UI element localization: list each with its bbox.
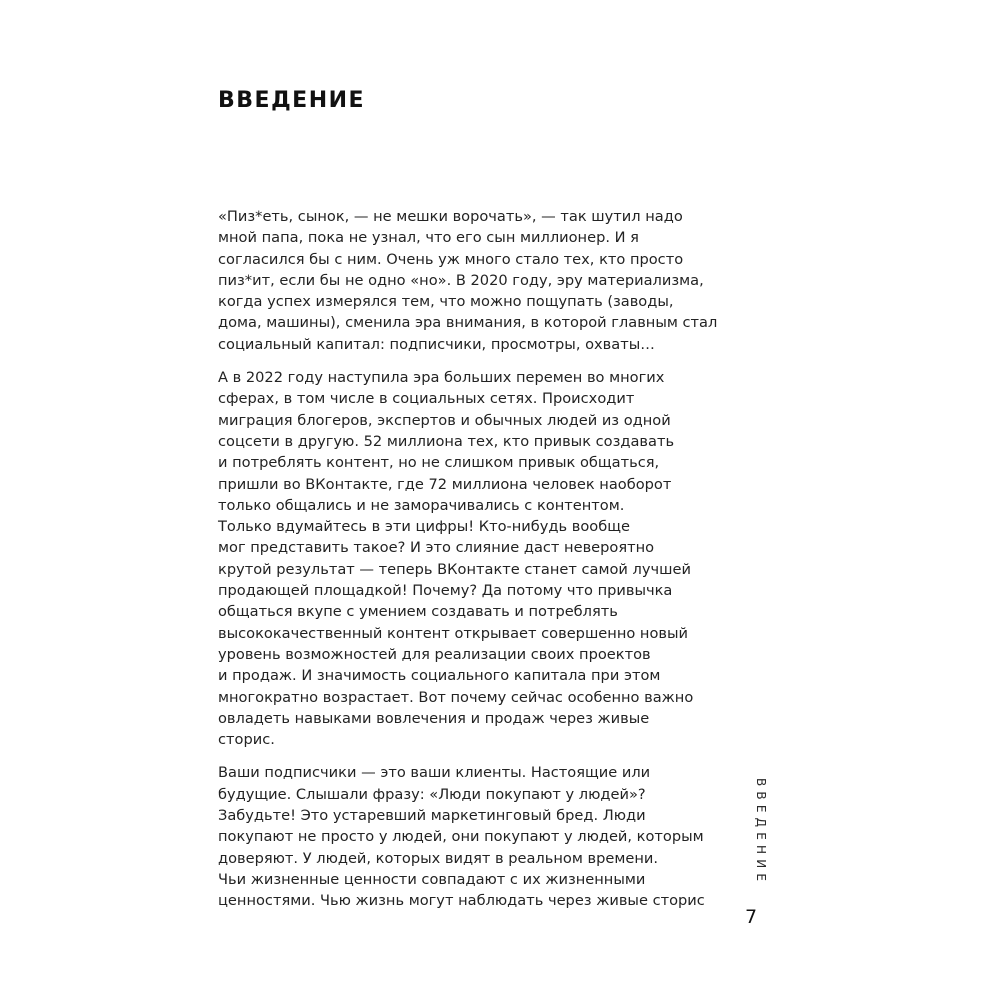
text-line: пришли во ВКонтакте, где 72 миллиона человек наоборот	[218, 475, 672, 493]
text-line: и потреблять контент, но не слишком привык общаться,	[218, 454, 660, 472]
text-line: мной папа, пока не узнал, что его сын миллионер. И я	[218, 229, 639, 247]
text-line: пиз*ит, если бы не одно «но». В 2020 году, эру материализма,	[218, 271, 704, 289]
text-line: мог представить такое? И это слияние даст невероятно	[218, 539, 655, 557]
text-line: миграция блогеров, экспертов и обычных людей из одной	[218, 411, 671, 429]
text-line: когда успех измерялся тем, что можно пощупать (заводы,	[218, 293, 674, 311]
page-number: 7	[745, 906, 758, 928]
text-line: Только вдумайтесь в эти цифры! Кто-нибудь вообще	[218, 518, 630, 536]
text-line: и продаж. И значимость социального капитала при этом	[218, 667, 661, 685]
text-line: соцсети в другую. 52 миллиона тех, кто привык создавать	[218, 432, 675, 450]
paragraph	[218, 762, 728, 911]
text-line: крутой результат — теперь ВКонтакте станет самой лучшей	[218, 560, 691, 578]
text-line: «Пиз*еть, сынок, — не мешки ворочать», — так шутил надо	[218, 208, 683, 225]
text-line: покупают не просто у людей, они покупают у людей, которым	[218, 828, 704, 846]
text-line: многократно возрастает. Вот почему сейчас особенно важно	[218, 688, 694, 706]
text-line: доверяют. У людей, которых видят в реальном времени.	[218, 849, 658, 867]
text-line: социальный капитал: подписчики, просмотры, охваты…	[218, 335, 655, 353]
chapter-heading: ВВЕДЕНИЕ	[218, 88, 366, 113]
text-line: ценностями. Чью жизнь могут наблюдать через живые сторис	[218, 892, 705, 910]
text-line: А в 2022 году наступила эра больших перемен во многих	[218, 369, 665, 387]
text-line: сторис.	[218, 731, 275, 749]
text-line: дома, машины), сменила эра внимания, в которой главным стал	[218, 314, 718, 332]
text-line: Чьи жизненные ценности совпадают с их жизненными	[218, 870, 646, 888]
text-line: общаться вкупе с умением создавать и потреблять	[218, 603, 618, 621]
text-line: Ваши подписчики — это ваши клиенты. Настоящие или	[218, 764, 651, 782]
text-line: будущие. Слышали фразу: «Люди покупают у людей»?	[218, 785, 646, 803]
text-line: овладеть навыками вовлечения и продаж через живые	[218, 709, 650, 727]
text-line: высококачественный контент открывает совершенно новый	[218, 624, 689, 642]
running-head: ВВЕДЕНИЕ	[754, 778, 768, 887]
text-line: продающей площадкой! Почему? Да потому что привычка	[218, 582, 673, 600]
text-line: сферах, в том числе в социальных сетях. Происходит	[218, 390, 635, 408]
text-line: уровень возможностей для реализации своих проектов	[218, 645, 651, 663]
text-line: Забудьте! Это устаревший маркетинговый бред. Люди	[218, 807, 646, 825]
text-line: согласился бы с ним. Очень уж много стало тех, кто просто	[218, 250, 684, 268]
paragraph	[218, 206, 728, 355]
body-text	[218, 206, 728, 912]
text-line: только общались и не заморачивались с контентом.	[218, 496, 625, 514]
paragraph	[218, 367, 728, 750]
